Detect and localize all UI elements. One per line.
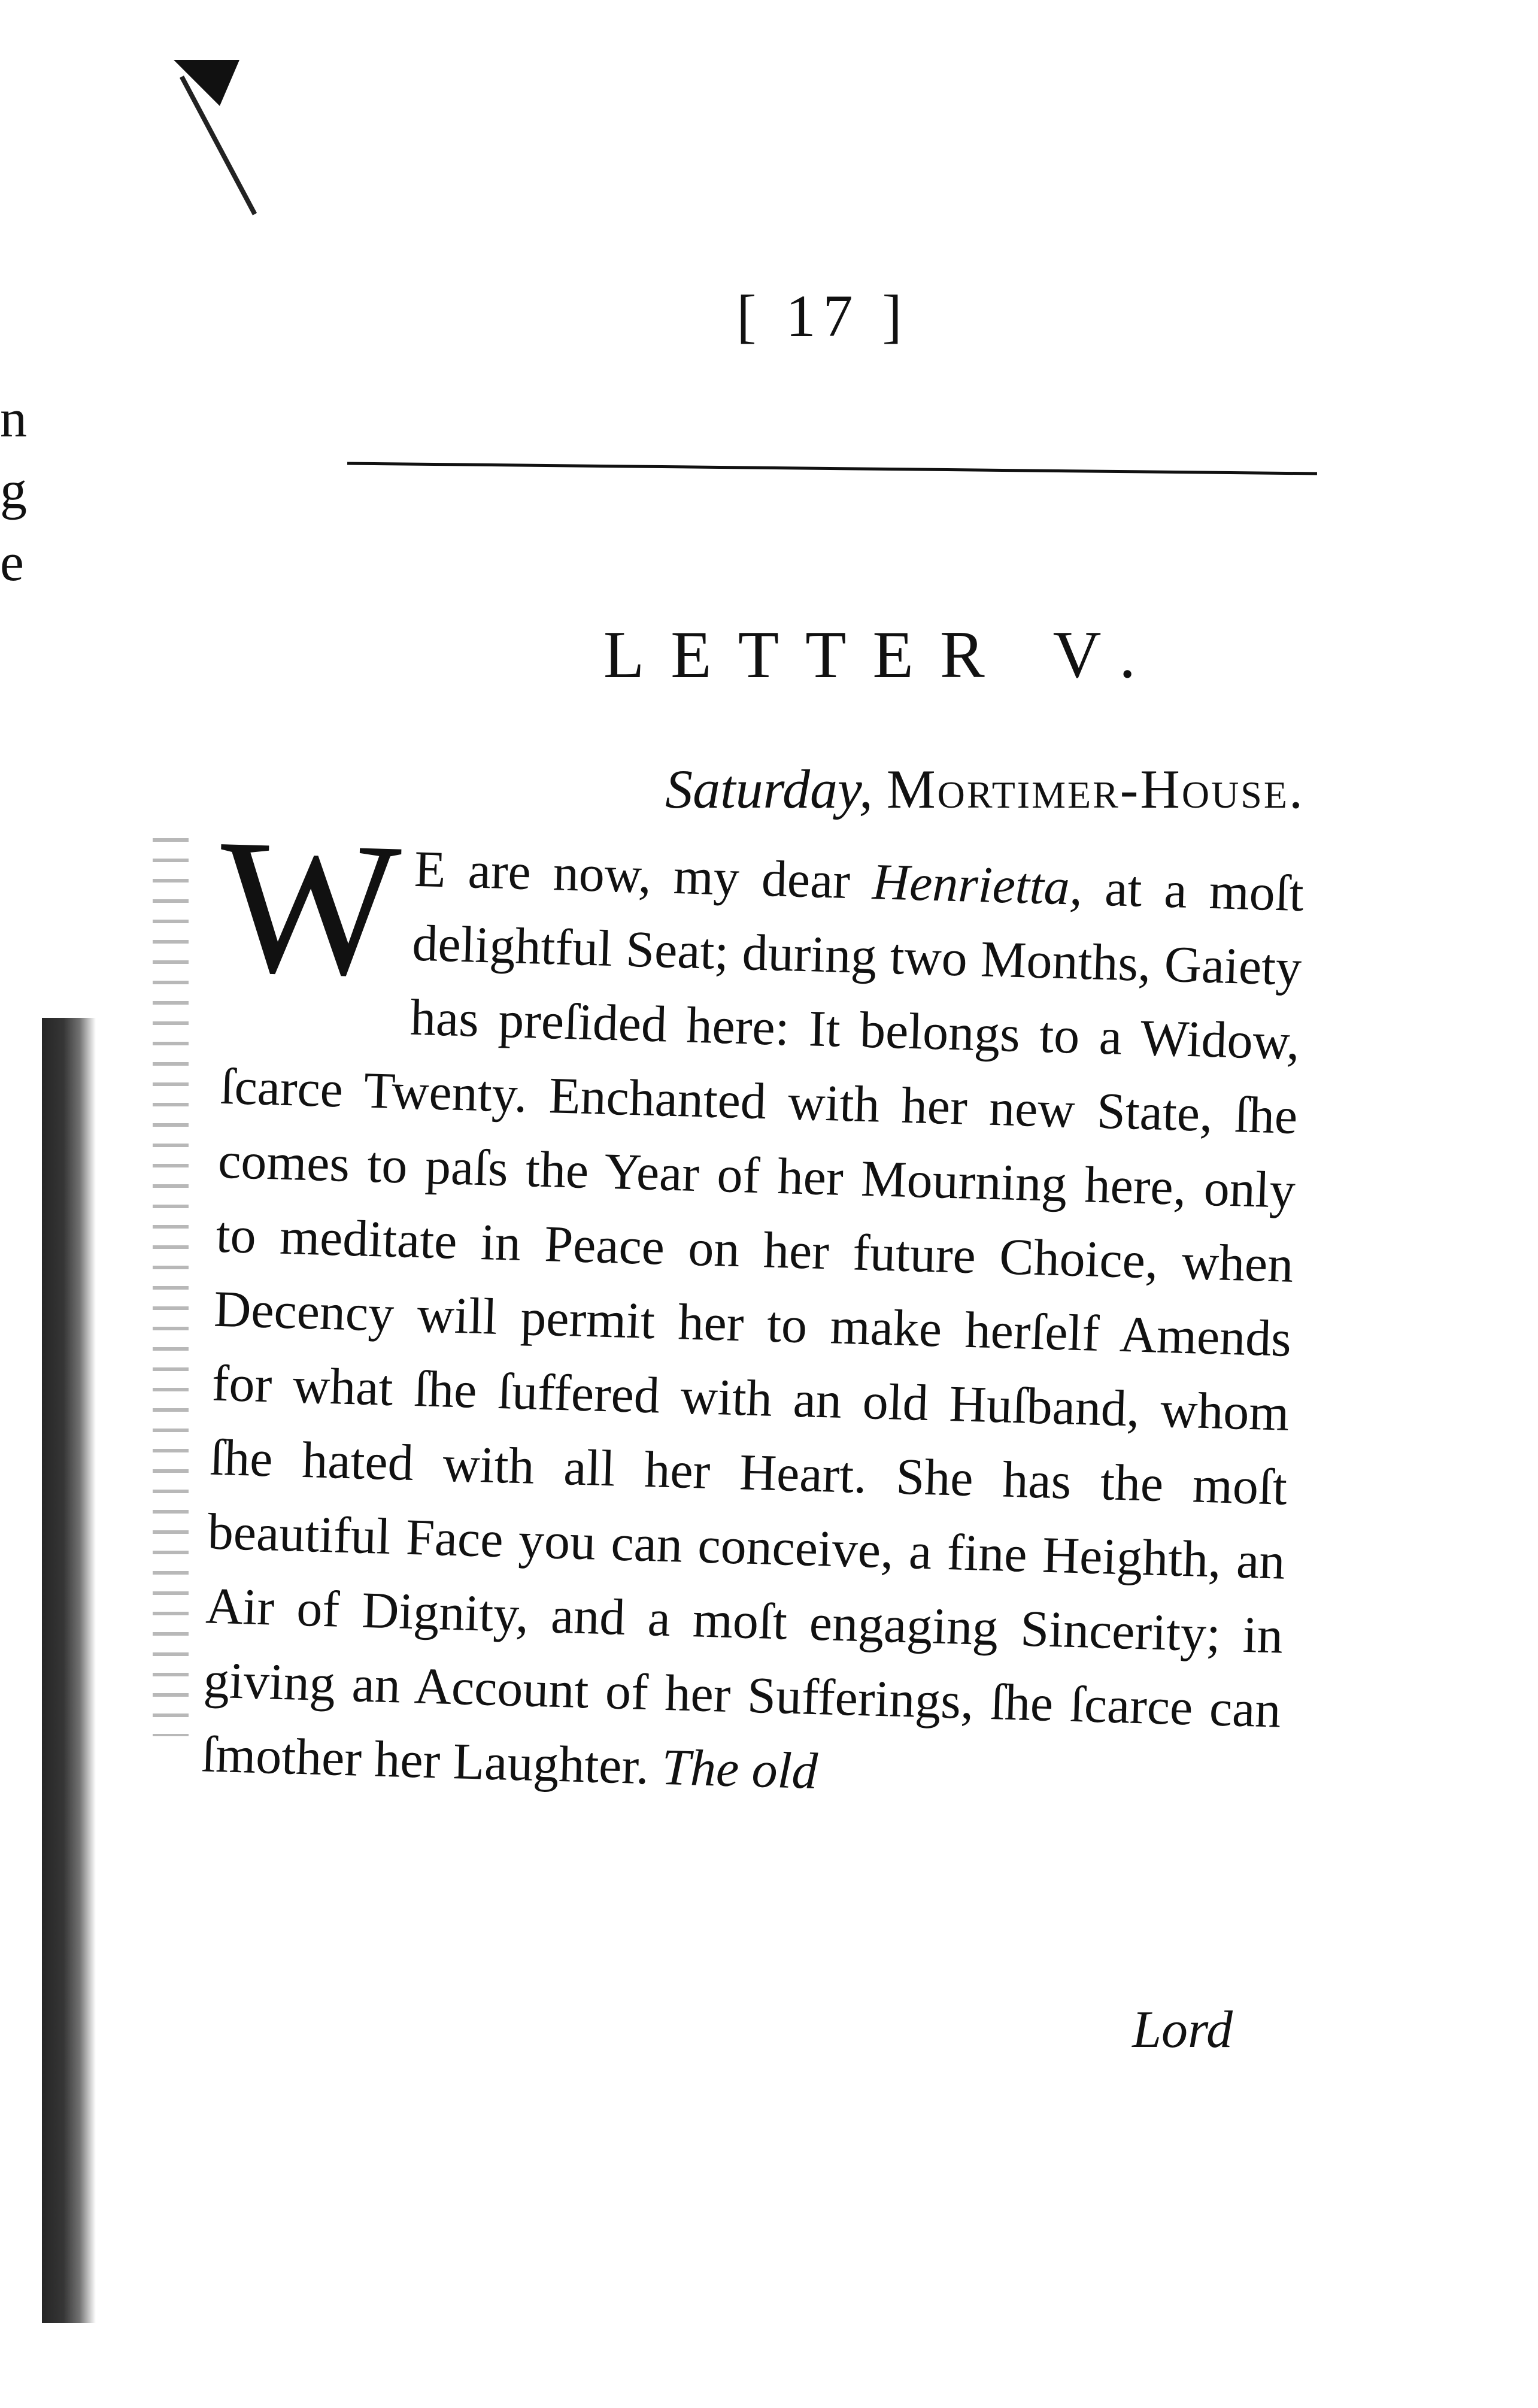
- scan-speckles: [153, 838, 189, 1736]
- scan-corner-mark: [174, 60, 239, 126]
- letter-body: [201, 799, 1305, 1821]
- letter-heading: LETTER V.: [603, 618, 1163, 692]
- body-segment-italic: Henrietta,: [871, 853, 1084, 916]
- edge-letter: e: [0, 533, 24, 592]
- body-segment-italic: The old: [661, 1737, 819, 1800]
- edge-letter: g: [0, 461, 27, 520]
- dateline: [665, 757, 1305, 821]
- drop-cap: W: [216, 799, 404, 1017]
- page-number: [ 17 ]: [736, 283, 909, 349]
- body-segment: E are now, my dear: [413, 839, 873, 911]
- dateline-day: Saturday,: [665, 759, 873, 820]
- edge-letter: n: [0, 389, 27, 448]
- body-segment: at a moſt delightful Seat; during two Months, Gaiety has preſided here: It belongs to a Widow, ſcarce Twenty. Enchanted with her new State, ſhe comes to paſs the Year of her Mourning here, only to meditate in Peace on her future Choice, when Decency will permit her to make herſelf Amends for what ſhe ſuffered with an old Huſband, whom ſhe hated with all her Heart. She has the moſt beautiful Face you can conceive, a fine Heighth, an Air of Dignity, and a moſt engaging Sincerity; in giving an Account of her Sufferings, ſhe ſcarce can ſmother her Laughter.: [201, 859, 1305, 1796]
- facing-page-edge-letters: [0, 383, 27, 599]
- binding-gutter-shadow: [42, 1018, 96, 2323]
- header-rule: [347, 462, 1317, 475]
- catchword: Lord: [1132, 2001, 1233, 2059]
- body-paragraph: [201, 799, 1305, 1821]
- dateline-place: Mortimer-House.: [886, 759, 1305, 820]
